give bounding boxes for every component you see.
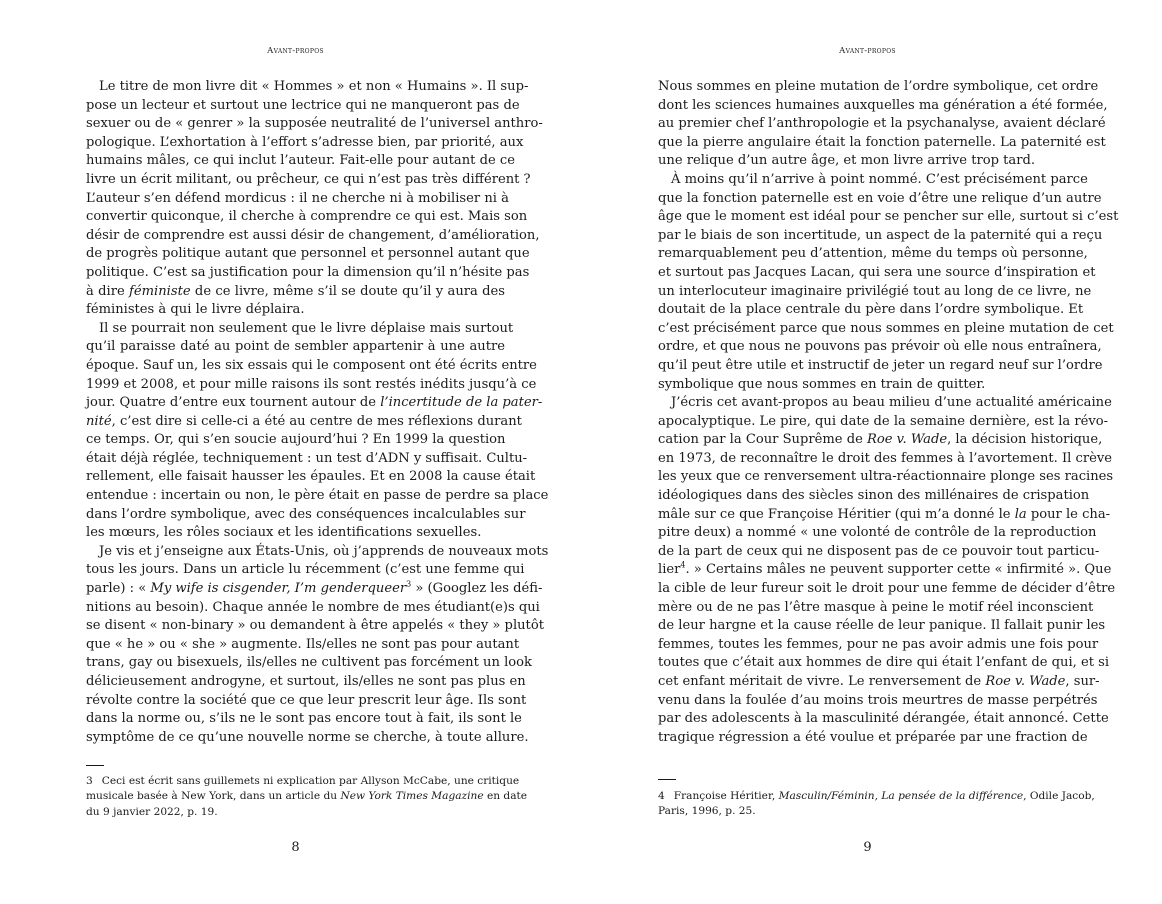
text-line: pologique. L’exhortation à l’effort s’adresse bien, par priorité, aux [86,134,524,150]
page-number: 9 [863,840,872,855]
footnote [86,774,528,820]
text-line: rellement, elle faisait hausser les épaules. Et en 2008 la cause était [86,469,536,485]
text-line: Je vis et j’enseigne aux États-Unis, où j’apprends de nouveaux mots [99,543,549,559]
footnote-line: musicale basée à New York, dans un article du New York Times Magazine en date [86,790,528,803]
footnote-rule [86,765,104,766]
paragraph [86,320,549,543]
text-line: convertir quiconque, il cherche à comprendre ce qui est. Mais son [86,209,528,225]
text-line: un interlocuteur imaginaire privilégié tout au long de ce livre, ne [658,283,1092,299]
text-line: L’auteur s’en défend mordicus : il ne cherche ni à mobiliser ni à [86,190,509,206]
paragraph [86,78,543,320]
footnote-rule [658,779,676,780]
text-line: sexuer ou de « genrer » la supposée neutralité de l’universel anthro- [86,116,543,132]
text-line: une relique d’un autre âge, et mon livre arrive trop tard. [658,153,1036,169]
text-line: jour. Quatre d’entre eux tournent autour de l’incertitude de la pater- [86,395,543,411]
text-line: c’est précisément parce que nous sommes en pleine mutation de cet [658,320,1114,336]
footnote-number: 3 [86,775,93,787]
text-line: les yeux que ce renversement ultra-réactionnaire plonge ses racines [658,469,1114,485]
right-page [658,0,1119,904]
text-line: J’écris cet avant-propos au beau milieu d’une actualité américaine [671,395,1112,411]
text-line: Le titre de mon livre dit « Hommes » et non « Humains ». Il sup- [99,79,529,94]
text-line: mâle sur ce que Françoise Héritier (qui m’a donné le la pour le cha- [658,506,1111,522]
page-number: 8 [291,840,300,855]
text-line: que la pierre angulaire était la fonction paternelle. La paternité est [658,134,1106,150]
running-head: Avant-propos [267,46,324,56]
left-page [86,0,549,904]
text-line: pitre deux) a nommé « une volonté de contrôle de la reproduction [658,525,1097,541]
text-line: par des adolescents à la masculinité dérangée, était annoncé. Cette [658,711,1109,727]
body-text [86,78,549,747]
text-line: humains mâles, ce qui inclut l’auteur. Fait-elle pour autant de ce [86,153,515,169]
text-line: tous les jours. Dans un article lu récemment (c’est une femme qui [86,562,525,578]
footnote-marker: 3 [406,579,412,589]
text-line: 1999 et 2008, et pour mille raisons ils sont restés inédits jusqu’à ce [86,376,537,392]
text-line: désir de comprendre est aussi désir de changement, d’amélioration, [86,227,540,243]
footnote [658,789,1095,820]
text-line: politique. C’est sa justification pour la dimension qu’il n’hésite pas [86,264,530,280]
paragraph [658,394,1116,747]
text-line: dont les sciences humaines auxquelles ma génération a été formée, [658,97,1108,113]
text-line: ordre, et que nous ne pouvons pas prévoir où elle nous entraînera, [658,339,1102,355]
text-line: symptôme de ce qu’une nouvelle norme se cherche, à toute allure. [86,729,529,745]
text-line: pose un lecteur et surtout une lectrice qui ne manqueront pas de [86,97,520,113]
text-line: de la part de ceux qui ne disposent pas de ce pouvoir tout particu- [658,543,1100,559]
running-head: Avant-propos [839,46,896,56]
text-line: À moins qu’il n’arrive à point nommé. C’est précisément parce [671,171,1088,187]
text-line: les mœurs, les rôles sociaux et les identifications sexuelles. [86,525,482,541]
paragraph [658,78,1108,171]
text-line: entendue : incertain ou non, le père était en passe de perdre sa place [86,488,549,504]
text-line: époque. Sauf un, les six essais qui le composent ont été écrits entre [86,357,537,373]
text-line: Nous sommes en pleine mutation de l’ordre symbolique, cet ordre [658,79,1099,94]
text-line: parle) : « My wife is cisgender, I’m genderqueer$^3$ » (Googlez les défi- [86,579,543,597]
text-line: symbolique que nous sommes en train de quitter. [658,376,986,392]
text-line: se disent « non-binary » ou demandent à être appelés « they » plutôt [86,618,544,634]
footnote-line: 3 Ceci est écrit sans guillemets ni explication par Allyson McCabe, une critique [86,775,520,787]
text-line: que la fonction paternelle est en voie d’être une relique d’un autre [658,190,1102,206]
text-line: livre un écrit militant, ou prêcheur, ce qui n’est pas très différent ? [86,171,531,187]
text-line: cet enfant méritait de vivre. Le renversement de Roe v. Wade, sur- [658,674,1100,689]
text-line: apocalyptique. Le pire, qui date de la semaine dernière, est la révo- [658,413,1109,429]
paragraph [86,543,549,748]
text-line: mère ou de ne pas l’être masque à peine le motif réel inconscient [658,599,1094,615]
body-text [658,78,1119,747]
text-line: au premier chef l’anthropologie et la psychanalyse, avaient déclaré [658,116,1106,132]
text-line: de leur hargne et la cause réelle de leur panique. Il fallait punir les [658,618,1106,634]
text-line: en 1973, de reconnaître le droit des femmes à l’avortement. Il crève [658,450,1112,466]
text-line: dans la norme ou, s’ils ne le sont pas encore tout à fait, ils sont le [86,711,522,727]
text-line: toutes que c’était aux hommes de dire qui était l’enfant de qui, et si [658,655,1110,671]
text-line: qu’il paraisse daté au point de sembler appartenir à une autre [86,339,505,355]
paragraph [658,171,1119,394]
footnote-line: Paris, 1996, p. 25. [658,805,756,818]
text-line: révolte contre la société que ce que leur prescrit leur âge. Ils sont [86,692,527,708]
text-line: idéologiques dans des siècles sinon des millénaires de crispation [658,488,1090,504]
text-line: était déjà réglée, techniquement : un test d’ADN y suffisait. Cultu- [86,450,528,466]
text-line: à dire féministe de ce livre, même s’il se doute qu’il y aura des [86,283,506,299]
text-line: de progrès politique autant que personnel et personnel autant que [86,246,530,262]
text-line: cation par la Cour Suprême de Roe v. Wade, la décision historique, [658,432,1103,448]
text-line: femmes, toutes les femmes, pour ne pas avoir admis une fois pour [658,636,1099,652]
text-line: qu’il peut être utile et instructif de jeter un regard neuf sur l’ordre [658,357,1103,373]
text-line: dans l’ordre symbolique, avec des conséquences incalculables sur [86,506,526,522]
text-line: que « he » ou « she » augmente. Ils/elles ne sont pas pour autant [86,636,520,652]
footnote-line: du 9 janvier 2022, p. 19. [86,805,218,818]
footnote-number: 4 [658,790,665,802]
text-line: nitions au besoin). Chaque année le nombre de mes étudiant(e)s qui [86,599,540,615]
text-line: par le biais de son incertitude, un aspect de la paternité qui a reçu [658,227,1103,243]
text-line: ce temps. Or, qui s’en soucie aujourd’hui ? En 1999 la question [86,432,506,448]
text-line: tragique régression a été voulue et préparée par une fraction de [658,729,1088,745]
text-line: la cible de leur fureur soit le droit pour une femme de décider d’être [658,581,1116,597]
text-line: lier$^4$. » Certains mâles ne peuvent supporter cette « infirmité ». Que [658,561,1112,578]
text-line: féministes à qui le livre déplaira. [86,302,305,318]
text-line: et surtout pas Jacques Lacan, qui sera une source d’inspiration et [658,264,1096,280]
text-line: doutait de la place centrale du père dans l’ordre symbolique. Et [658,302,1084,318]
text-line: remarquablement peu d’attention, même du temps où personne, [658,246,1088,262]
text-line: délicieusement androgyne, et surtout, ils/elles ne sont pas plus en [86,674,526,689]
text-line: venu dans la foulée d’au moins trois meurtres de masse perpétrés [658,692,1098,708]
text-line: nité, c’est dire si celle-ci a été au centre de mes réflexions durant [86,413,522,429]
footnote-marker: 4 [680,561,686,571]
footnote-line: 4 Françoise Héritier, Masculin/Féminin, La pensée de la différence, Odile Jacob, [658,790,1095,802]
text-line: trans, gay ou bisexuels, ils/elles ne cultivent pas forcément un look [86,655,532,671]
text-line: Il se pourrait non seulement que le livre déplaise mais surtout [99,320,514,336]
text-line: âge que le moment est idéal pour se pencher sur elle, surtout si c’est [658,209,1119,225]
